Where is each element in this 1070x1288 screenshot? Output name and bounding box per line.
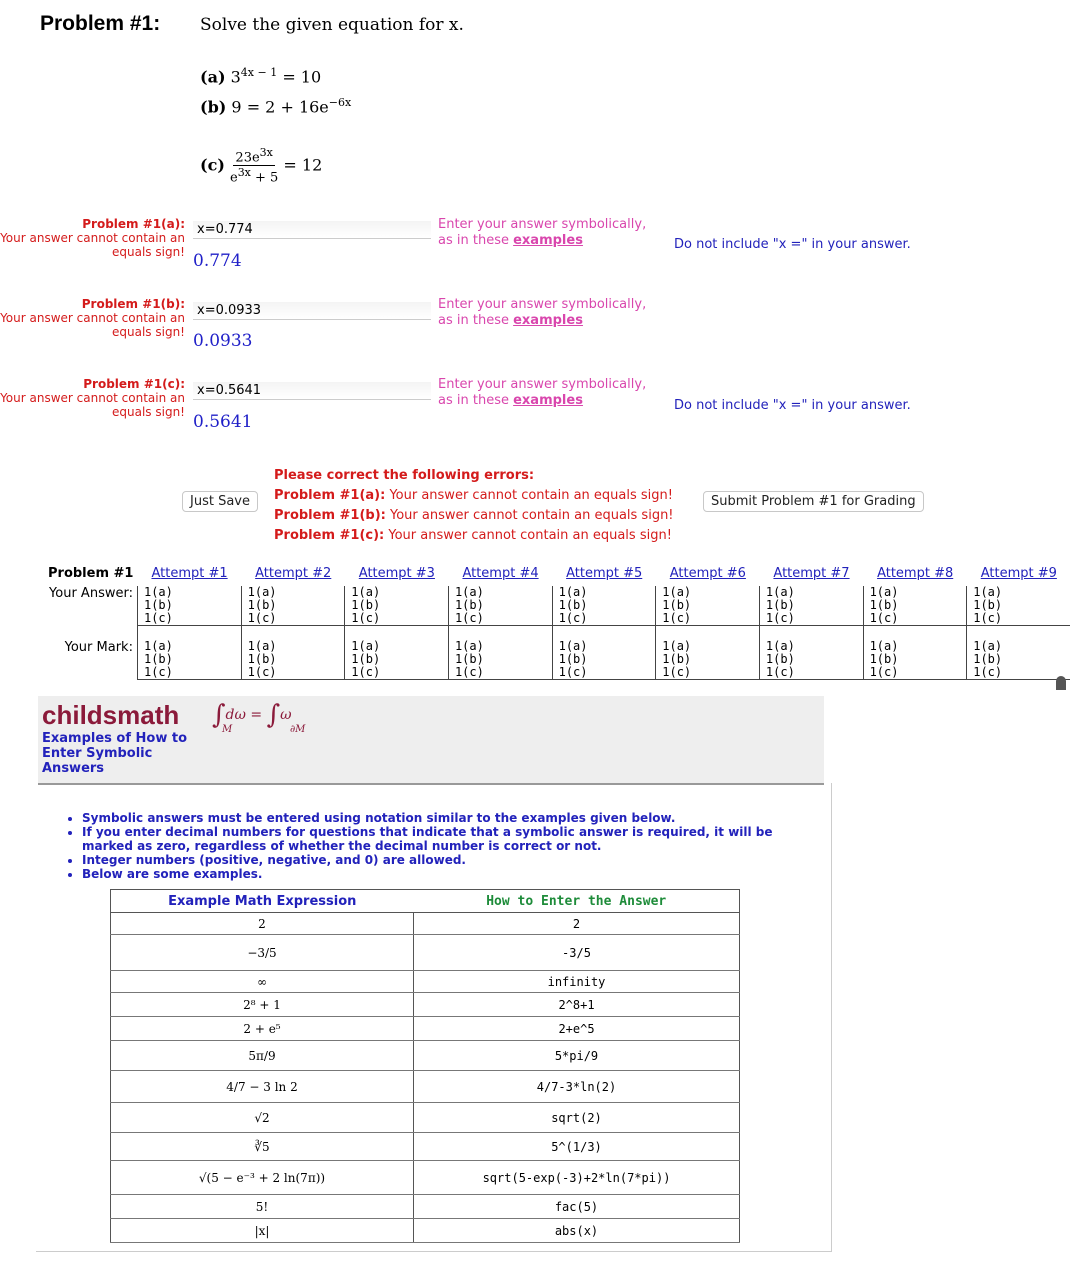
examples-link-b[interactable]: examples — [513, 313, 583, 328]
examples-title: Examples of How to Enter Symbolic Answers — [42, 731, 188, 776]
scroll-thumb[interactable] — [1056, 676, 1066, 690]
example-math: 5π/9 — [111, 1041, 414, 1071]
instruction-item: • Below are some examples. — [82, 867, 802, 881]
attempt-3-header[interactable]: Attempt #3 — [358, 566, 435, 581]
answer-input-a[interactable] — [193, 221, 431, 239]
instruction-item: • Integer numbers (positive, negative, and 0) are allowed. — [82, 853, 802, 867]
attempt-mark-cell: 1(a) 1(b) 1(c) — [448, 626, 552, 680]
examples-table — [110, 889, 740, 1243]
example-code: 5*pi/9 — [414, 1041, 740, 1071]
attempt-mark-cell: 1(a) 1(b) 1(c) — [656, 626, 760, 680]
attempt-mark-cell: 1(a) 1(b) 1(c) — [137, 626, 241, 680]
hint-c: Enter your answer symbolically, as in these examples — [438, 377, 647, 408]
attempt-mark-cell: 1(a) 1(b) 1(c) — [241, 626, 345, 680]
example-math: √2 — [111, 1103, 414, 1133]
attempt-answer-cell: 1(a) 1(b) 1(c) — [241, 586, 345, 626]
attempt-7-header[interactable]: Attempt #7 — [773, 566, 850, 581]
example-math: ∛5 — [111, 1133, 414, 1161]
example-code: infinity — [414, 971, 740, 993]
equation-a: (a) $3^{4x - 1} = 10$ — [200, 66, 322, 87]
childsmath-logo: childsmath — [42, 700, 180, 730]
instructions-list — [66, 811, 802, 881]
answer-label-b: Problem #1(b): Your answer cannot contain an equals sign! — [0, 297, 185, 339]
error-summary: Please correct the following errors: Problem #1(a): Your answer cannot contain an equals sign! Problem #1(b): Your answer cannot contain an equals sign! Problem #1(c): Your answer cannot contain an equals sign! — [274, 468, 674, 543]
answer-label-c: Problem #1(c): Your answer cannot contain an equals sign! — [0, 377, 185, 419]
attempt-mark-cell: 1(a) 1(b) 1(c) — [967, 626, 1070, 680]
examples-link-a[interactable]: examples — [513, 233, 583, 248]
attempt-4-header[interactable]: Attempt #4 — [462, 566, 539, 581]
attempt-1-header[interactable]: Attempt #1 — [151, 566, 228, 581]
example-math: 2⁸ + 1 — [111, 993, 414, 1017]
answer-input-c[interactable] — [193, 382, 431, 400]
example-code: sqrt(2) — [414, 1103, 740, 1133]
your-answer-label: Your Answer: — [49, 586, 133, 601]
instruction-item: • If you enter decimal numbers for questions that indicate that a symbolic answer is required, it will be marked as zero, regardless of whether the decimal number is correct or not. — [82, 825, 802, 853]
attempt-answer-cell: 1(a) 1(b) 1(c) — [759, 586, 863, 626]
note-c: Do not include "x =" in your answer. — [674, 398, 911, 413]
example-math: −3/5 — [111, 935, 414, 971]
example-code: 5^(1/3) — [414, 1133, 740, 1161]
example-math: 2 + e⁵ — [111, 1017, 414, 1041]
col-code-header: How to Enter the Answer — [414, 890, 740, 913]
attempt-5-header[interactable]: Attempt #5 — [566, 566, 643, 581]
attempt-mark-cell: 1(a) 1(b) 1(c) — [863, 626, 967, 680]
hint-a: Enter your answer symbolically, as in these examples — [438, 217, 647, 248]
attempt-mark-cell: 1(a) 1(b) 1(c) — [759, 626, 863, 680]
example-code: fac(5) — [414, 1195, 740, 1219]
submit-button[interactable]: Submit Problem #1 for Grading — [703, 491, 924, 512]
example-code: sqrt(5-exp(-3)+2*ln(7*pi)) — [414, 1161, 740, 1195]
problem-instruction: Solve the given equation for x. — [200, 15, 464, 35]
example-math: 5! — [111, 1195, 414, 1219]
hint-b: Enter your answer symbolically, as in these examples — [438, 297, 647, 328]
attempt-8-header[interactable]: Attempt #8 — [877, 566, 954, 581]
attempt-answer-cell: 1(a) 1(b) 1(c) — [863, 586, 967, 626]
col-math-header: Example Math Expression — [111, 890, 414, 913]
example-math: √(5 − e⁻³ + 2 ln(7π)) — [111, 1161, 414, 1195]
attempt-mark-cell: 1(a) 1(b) 1(c) — [552, 626, 656, 680]
attempt-9-header[interactable]: Attempt #9 — [980, 566, 1057, 581]
answer-input-b[interactable] — [193, 302, 431, 320]
your-mark-label: Your Mark: — [64, 639, 133, 655]
attempts-table — [48, 566, 1070, 680]
example-code: 4/7-3*ln(2) — [414, 1071, 740, 1103]
attempt-answer-cell: 1(a) 1(b) 1(c) — [552, 586, 656, 626]
answer-preview-c: 0.5641 — [193, 412, 253, 432]
attempt-answer-cell: 1(a) 1(b) 1(c) — [656, 586, 760, 626]
attempt-answer-cell: 1(a) 1(b) 1(c) — [448, 586, 552, 626]
example-code: 2^8+1 — [414, 993, 740, 1017]
attempt-2-header[interactable]: Attempt #2 — [255, 566, 332, 581]
examples-link-c[interactable]: examples — [513, 393, 583, 408]
example-code: 2+e^5 — [414, 1017, 740, 1041]
equation-b: (b) $9 = 2 + 16e^{-6x}$ — [200, 96, 352, 117]
attempt-6-header[interactable]: Attempt #6 — [669, 566, 746, 581]
equation-c: (c) $\frac{23e^{3x}}{e^{3x} + 5}$ = 12 — [200, 146, 323, 186]
example-math: 4/7 − 3 ln 2 — [111, 1071, 414, 1103]
instruction-item: • Symbolic answers must be entered using notation similar to the examples given below. — [82, 811, 802, 825]
problem-title: Problem #1: — [40, 12, 161, 35]
attempt-mark-cell: 1(a) 1(b) 1(c) — [345, 626, 449, 680]
example-math: 2 — [111, 913, 414, 935]
stokes-formula: ∫dω = ∫ω M ∂M — [212, 700, 306, 735]
attempts-corner: Problem #1 — [48, 566, 134, 581]
answer-preview-a: 0.774 — [193, 251, 242, 271]
attempt-answer-cell: 1(a) 1(b) 1(c) — [137, 586, 241, 626]
attempt-answer-cell: 1(a) 1(b) 1(c) — [345, 586, 449, 626]
just-save-button[interactable]: Just Save — [182, 491, 258, 512]
example-code: 2 — [414, 913, 740, 935]
answer-preview-b: 0.0933 — [193, 331, 253, 351]
answer-label-a: Problem #1(a): Your answer cannot contain an equals sign! — [0, 217, 185, 259]
example-math: |x| — [111, 1219, 414, 1243]
attempt-answer-cell: 1(a) 1(b) 1(c) — [967, 586, 1070, 626]
example-code: abs(x) — [414, 1219, 740, 1243]
example-code: -3/5 — [414, 935, 740, 971]
example-math: ∞ — [111, 971, 414, 993]
note-a: Do not include "x =" in your answer. — [674, 237, 911, 252]
